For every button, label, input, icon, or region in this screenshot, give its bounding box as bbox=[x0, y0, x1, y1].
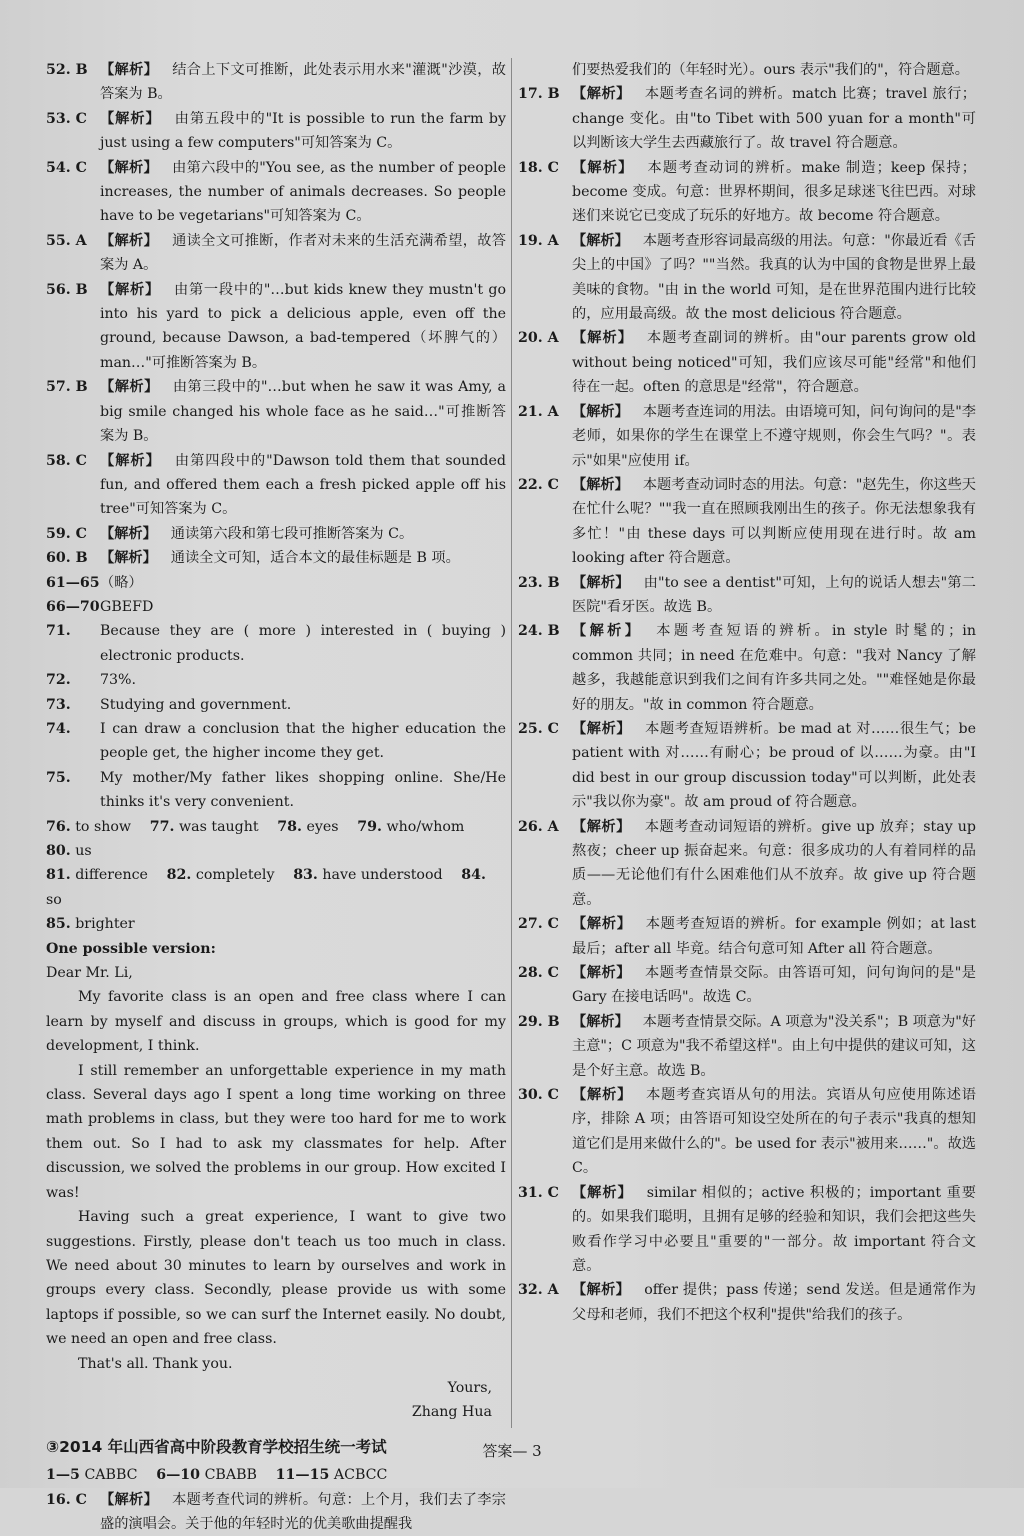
answer-item bbox=[46, 766, 506, 815]
item-number: 18. C bbox=[518, 159, 559, 176]
item-text: 本题考查宾语从句的用法。宾语从句应使用陈述语序，排除 A 项；由答语可知设空处所在的句子表示"我真的想知道它们是用来做什么的"。be used for 表示"被用来……"。故选 C。 bbox=[572, 1087, 976, 1177]
analysis-tag: 【解析】 bbox=[572, 330, 633, 347]
answer-item bbox=[46, 1488, 506, 1536]
letter-paragraph: My favorite class is an open and free class where I can learn by myself and discuss in groups, which is good for my development, I think. bbox=[46, 989, 506, 1055]
item-text: 通读第六段和第七段可推断答案为 C。 bbox=[170, 525, 414, 542]
analysis-tag: 【解析】 bbox=[572, 476, 629, 493]
answer-range-61 bbox=[46, 571, 506, 595]
analysis-tag: 【解析】 bbox=[572, 1013, 629, 1030]
answer-item bbox=[518, 1010, 976, 1083]
answer-item bbox=[518, 1083, 976, 1181]
item-text: 由第三段中的"…but when he saw it was Amy, a big smile changed his whole face as he said…"可推断答案为 B。 bbox=[100, 379, 506, 445]
answer-row-85 bbox=[46, 912, 506, 936]
item-text: was taught bbox=[178, 818, 259, 835]
analysis-tag: 【解析】 bbox=[572, 1282, 631, 1299]
right-column bbox=[518, 58, 976, 1327]
item-text: 由第四段中的"Dawson told them that sounded fun, and offered them each a fresh picked apple off his tree"可知答案为 C。 bbox=[100, 452, 506, 518]
item-text: difference bbox=[75, 867, 148, 884]
item-number: 76. bbox=[46, 818, 71, 835]
analysis-tag: 【解析】 bbox=[572, 86, 631, 103]
item-number: 24. B bbox=[518, 623, 560, 640]
page-footer: 答案— 3 bbox=[482, 1442, 542, 1460]
item-text: Studying and government. bbox=[100, 696, 292, 713]
item-number: 29. B bbox=[518, 1013, 560, 1030]
item-text: 本题考查短语的辨析。for example 例如；at last 最后；after all 毕竟。结合句意可知 After all 符合题意。 bbox=[572, 916, 976, 957]
sample-letter bbox=[46, 937, 506, 1425]
item-text: CABBC bbox=[84, 1467, 138, 1484]
answer-item bbox=[518, 326, 976, 399]
answer-item bbox=[46, 546, 506, 570]
answer-item bbox=[46, 375, 506, 448]
letter-paragraph: Having such a great experience, I want to give two suggestions. Firstly, please don't teach us too much in class. We need about 30 minutes to learn by ourselves and work in groups every class. Secondly, please provide us with some laptops if possible, so we can surf the Internet easily. No doubt, we need an open and free class. bbox=[46, 1209, 506, 1348]
item-text: （略） bbox=[100, 574, 143, 591]
answer-item bbox=[46, 229, 506, 278]
item-number: 84. bbox=[461, 867, 486, 884]
analysis-tag: 【解析】 bbox=[572, 965, 631, 982]
item-number: 78. bbox=[277, 818, 302, 835]
analysis-tag: 【解析】 bbox=[572, 1184, 633, 1201]
answer-item bbox=[518, 82, 976, 155]
item-number: 23. B bbox=[518, 574, 560, 591]
item-text: completely bbox=[195, 867, 275, 884]
item-text: 由第一段中的"…but kids knew they mustn't go into his yard to pick a delicious apple, even off the ground, because Dawson, a bad-tempered（坏脾气的）man…"可推断答案为 B。 bbox=[100, 281, 506, 371]
answer-item bbox=[518, 961, 976, 1010]
item-text: us bbox=[75, 843, 92, 859]
item-number: 11—15 bbox=[275, 1467, 330, 1484]
item-text: 本题考查情景交际。A 项意为"没关系"；B 项意为"好主意"；C 项意为"我不希望这样"。由上句中提供的建议可知，这是个好主意。故选 B。 bbox=[572, 1013, 976, 1079]
letter-paragraph: I still remember an unforgettable experience in my math class. Several days ago I spent a long time working on three math problems in class, but they were too hard for me to work them out. So I had to ask my classmates for help. After discussion, we solved the problems in our group. How excited I was! bbox=[46, 1062, 506, 1201]
answer-item bbox=[518, 229, 976, 327]
item-text: Because they are ( more ) interested in ( buying ) electronic products. bbox=[100, 623, 506, 664]
answer-item bbox=[46, 58, 506, 107]
item-number: 75. bbox=[46, 769, 71, 786]
item-number: 77. bbox=[149, 818, 175, 835]
answer-item bbox=[518, 473, 976, 571]
item-number: 85. bbox=[46, 916, 71, 933]
answer-row-76-80 bbox=[46, 815, 506, 864]
item-number: 32. A bbox=[518, 1282, 559, 1299]
item-number: 74. bbox=[46, 720, 71, 737]
item-number: 66—70 bbox=[46, 598, 100, 615]
analysis-tag: 【解析】 bbox=[572, 720, 632, 737]
answer-item bbox=[518, 1181, 976, 1279]
answer-row-81-84 bbox=[46, 863, 506, 912]
item-number: 83. bbox=[293, 867, 318, 884]
item-text: 通读全文可知，适合本文的最佳标题是 B 项。 bbox=[170, 550, 460, 567]
item-number: 80. bbox=[46, 843, 71, 859]
answer-item bbox=[46, 668, 506, 692]
item-text: brighter bbox=[75, 916, 135, 933]
item-number: 27. C bbox=[518, 916, 559, 933]
item-number: 26. A bbox=[518, 818, 559, 835]
item-number: 1—5 bbox=[46, 1467, 80, 1484]
column-divider bbox=[511, 58, 512, 1428]
analysis-tag: 【解析】 bbox=[100, 525, 157, 542]
item-number: 52. B bbox=[46, 62, 88, 78]
item-text: so bbox=[46, 891, 62, 908]
answer-item bbox=[46, 278, 506, 376]
letter-closing: Yours, bbox=[447, 1379, 492, 1396]
item-number: 61—65 bbox=[46, 574, 100, 591]
item-text: 由"to see a dentist"可知，上句的说话人想去"第二医院"看牙医。故选 B。 bbox=[572, 574, 976, 615]
item-text: 本题考查连词的用法。由语境可知，问句询问的是"李老师，如果你的学生在课堂上不遵守规则，你会生气吗？"。表示"如果"应使用 if。 bbox=[572, 403, 976, 469]
left-column bbox=[46, 58, 506, 1536]
item-number: 17. B bbox=[518, 86, 560, 103]
item-text: eyes bbox=[306, 818, 339, 835]
analysis-tag: 【解析】 bbox=[100, 281, 160, 298]
item-number: 21. A bbox=[518, 403, 559, 420]
answer-item bbox=[518, 717, 976, 815]
item-text: 由第五段中的"It is possible to run the farm by just using a few computers"可知答案为 C。 bbox=[100, 110, 506, 152]
analysis-tag: 【解析】 bbox=[100, 1491, 159, 1508]
answer-item bbox=[46, 449, 506, 522]
item-number: 31. C bbox=[518, 1184, 559, 1201]
item-number: 59. C bbox=[46, 525, 87, 542]
letter-heading: One possible version: bbox=[46, 940, 216, 957]
item-number: 19. A bbox=[518, 232, 559, 249]
answer-item bbox=[518, 400, 976, 473]
item-text: 本题考查代词的辨析。句意：上个月，我们去了李宗盛的演唱会。关于他的年轻时光的优美歌曲提醒我 bbox=[100, 1491, 506, 1532]
analysis-tag: 【解析】 bbox=[100, 110, 161, 127]
item-number: 57. B bbox=[46, 379, 88, 396]
item-text: 本题考查情景交际。由答语可知，问句询问的是"是 Gary 在接电话吗"。故选 C。 bbox=[572, 965, 976, 1006]
letter-signature: Zhang Hua bbox=[411, 1404, 492, 1421]
item-number: 55. A bbox=[46, 232, 87, 249]
item-number: 73. bbox=[46, 696, 71, 713]
item-number: 82. bbox=[166, 867, 192, 884]
item-text: 本题考查形容词最高级的用法。句意："你最近看《舌尖上的中国》了吗？""当然。我真的认为中国的食物是世界上最美味的食物。"由 in the world 可知，是在世界范围内进行比较的，应用最高级。故 the most delicious 符合题意。 bbox=[572, 232, 976, 323]
item-text: who/whom bbox=[386, 818, 465, 835]
item-text: offer 提供；pass 传递；send 发送。但是通常作为父母和老师，我们不把这个权利"提供"给我们的孩子。 bbox=[572, 1282, 976, 1323]
continuation-text: 们要热爱我们的（年轻时光）。ours 表示"我们的"，符合题意。 bbox=[572, 62, 969, 78]
answer-item bbox=[46, 693, 506, 717]
item-text: to show bbox=[75, 818, 132, 835]
item-number: 22. C bbox=[518, 476, 559, 493]
item-text: 本题考查名词的辨析。match 比赛；travel 旅行；change 变化。由"to Tibet with 500 yuan for a month"可以判断该大学生去西藏旅行了。故 travel 符合题意。 bbox=[572, 86, 976, 152]
exam-section-title: ③2014 年山西省高中阶段教育学校招生统一考试 bbox=[46, 1437, 387, 1456]
analysis-tag: 【解析】 bbox=[100, 550, 157, 567]
item-text: 本题考查动词时态的用法。句意："赵先生，你这些天在忙什么呢？""我一直在照顾我刚出生的孩子。你无法想象我有多忙！"由 these days 可以判断应使用现在进行时。故 am looking after 符合题意。 bbox=[572, 476, 976, 567]
item-text: 通读全文可推断，作者对未来的生活充满希望，故答案为 A。 bbox=[100, 232, 506, 274]
answer-item bbox=[46, 619, 506, 668]
item-text: ACBCC bbox=[333, 1467, 388, 1484]
letter-paragraph: That's all. Thank you. bbox=[78, 1355, 233, 1372]
analysis-tag: 【解析】 bbox=[572, 623, 643, 640]
item-text: 本题考查短语辨析。be mad at 对……很生气；be patient with 对……有耐心；be proud of 以……为豪。由"I did best in our group discussion today"可以判断，此处表示"我以你为豪"。故 am proud of 符合题意。 bbox=[572, 720, 976, 811]
item-number: 72. bbox=[46, 672, 71, 689]
letter-greeting: Dear Mr. Li, bbox=[46, 965, 133, 982]
item-text: 本题考查动词的辨析。make 制造；keep 保持；become 变成。句意：世界杯期间，很多足球迷飞往巴西。对球迷们来说它已变成了玩乐的好地方。故 become 符合题意。 bbox=[572, 159, 976, 225]
item-text: 本题考查副词的辨析。由"our parents grow old without being noticed"可知，我们应该尽可能"经常"和他们待在一起。often 的意思是"经常"，符合题意。 bbox=[572, 330, 976, 396]
answer-item bbox=[518, 156, 976, 229]
analysis-tag: 【解析】 bbox=[572, 403, 629, 420]
analysis-tag: 【解析】 bbox=[100, 159, 159, 176]
answer-range-66 bbox=[46, 595, 506, 619]
analysis-tag: 【解析】 bbox=[572, 1087, 633, 1104]
item-number: 56. B bbox=[46, 281, 88, 298]
item-text: CBABB bbox=[204, 1467, 257, 1484]
analysis-tag: 【解析】 bbox=[572, 818, 631, 835]
analysis-tag: 【解析】 bbox=[572, 159, 634, 176]
analysis-tag: 【解析】 bbox=[100, 62, 159, 78]
multiple-choice-answers bbox=[46, 1463, 506, 1487]
item-number: 54. C bbox=[46, 159, 87, 176]
analysis-tag: 【解析】 bbox=[100, 379, 159, 396]
analysis-tag: 【解析】 bbox=[572, 574, 630, 591]
answer-item bbox=[518, 1278, 976, 1327]
analysis-tag: 【解析】 bbox=[572, 232, 629, 249]
item-number: 53. C bbox=[46, 110, 87, 127]
item-number: 60. B bbox=[46, 550, 88, 567]
item-text: 结合上下文可推断，此处表示用水来"灌溉"沙漠，故答案为 B。 bbox=[100, 62, 506, 103]
analysis-tag: 【解析】 bbox=[572, 916, 632, 933]
item-number: 30. C bbox=[518, 1087, 559, 1104]
answer-item bbox=[518, 571, 976, 620]
item-text: 由第六段中的"You see, as the number of people increases, the number of animals decreases. So people have to be vegetarians"可知答案为 C。 bbox=[100, 159, 506, 225]
item-text: I can draw a conclusion that the higher education the people get, the higher income they get. bbox=[100, 720, 506, 762]
item-number: 28. C bbox=[518, 965, 559, 982]
item-number: 81. bbox=[46, 867, 71, 884]
answer-item bbox=[46, 107, 506, 156]
answer-item bbox=[46, 156, 506, 229]
answer-item bbox=[46, 522, 506, 546]
answer-item bbox=[518, 815, 976, 913]
item-text: GBEFD bbox=[100, 598, 154, 615]
item-number: 58. C bbox=[46, 452, 87, 469]
item-number: 16. C bbox=[46, 1491, 87, 1508]
item-text: 本题考查动词短语的辨析。give up 放弃；stay up 熬夜；cheer up 振奋起来。句意：很多成功的人有着同样的品质——无论他们有什么困难他们从不放弃。故 give up 符合题意。 bbox=[572, 818, 976, 908]
item-text: 本题考查短语的辨析。in style 时髦的；in common 共同；in need 在危难中。句意："我对 Nancy 了解越多，我越能意识到我们之间有许多共同之处。""难怪她是你最好的朋友。"故 in common 符合题意。 bbox=[572, 623, 976, 713]
item-number: 6—10 bbox=[156, 1467, 201, 1484]
item-text: similar 相似的；active 积极的；important 重要的。如果我们聪明，且拥有足够的经验和知识，我们会把这些失败看作学习中必要且"重要的"一部分。故 important 符合文意。 bbox=[572, 1184, 976, 1274]
item-text: My mother/My father likes shopping online. She/He thinks it's very convenient. bbox=[100, 769, 506, 811]
analysis-tag: 【解析】 bbox=[100, 452, 161, 469]
answer-item bbox=[46, 717, 506, 766]
answer-item bbox=[518, 619, 976, 717]
analysis-tag: 【解析】 bbox=[100, 232, 159, 249]
item-number: 20. A bbox=[518, 330, 559, 347]
answer-item bbox=[518, 912, 976, 961]
item-number: 79. bbox=[357, 818, 382, 835]
item-text: 73%. bbox=[100, 672, 137, 689]
item-text: have understood bbox=[322, 867, 443, 884]
item-number: 71. bbox=[46, 623, 71, 640]
item-number: 25. C bbox=[518, 720, 559, 737]
